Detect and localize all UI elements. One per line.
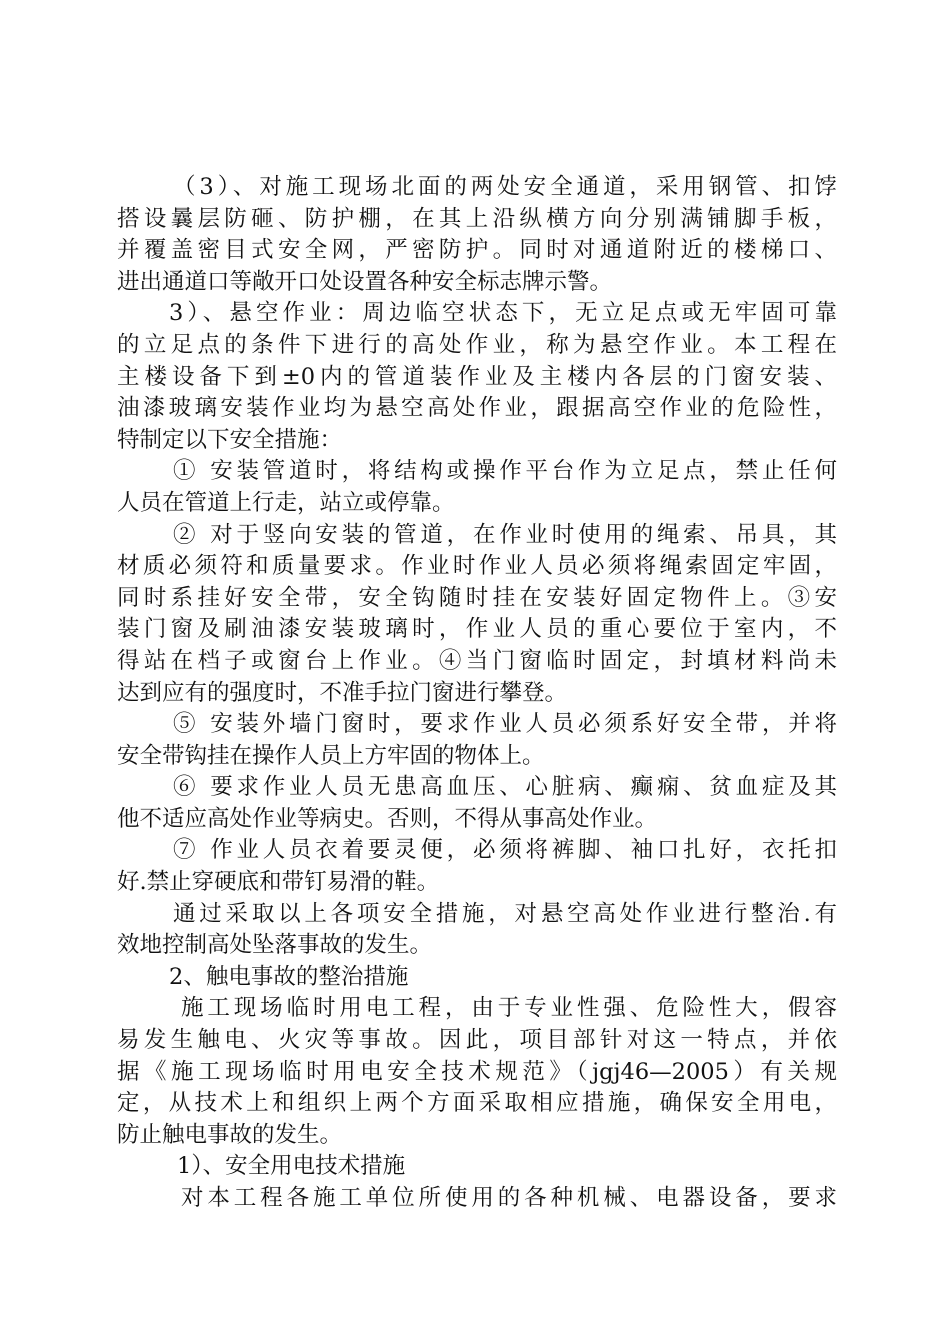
text-line: 1）、安全用电技术措施 — [177, 1153, 406, 1180]
text-line: 据《施工现场临时用电安全技术规范》（jgj46—2005）有关规 — [117, 1058, 837, 1085]
text-line: 施工现场临时用电工程，由于专业性强、危险性大，假容 — [181, 995, 837, 1022]
text-line: 好.禁止穿硬底和带钉易滑的鞋。 — [117, 869, 440, 896]
text-line: 特制定以下安全措施： — [117, 426, 343, 453]
text-line: ⑤ 安装外墙门窗时，要求作业人员必须系好安全带，并将 — [173, 711, 837, 738]
text-line: 装门窗及刷油漆安装玻璃时，作业人员的重心要位于室内，不 — [117, 616, 837, 643]
text-line: ⑦ 作业人员衣着要灵便，必须将裤脚、袖口扎好，衣托扣 — [173, 837, 837, 864]
text-line: 得站在档子或窗台上作业。④当门窗临时固定，封填材料尚未 — [117, 647, 837, 674]
text-line: ① 安装管道时，将结构或操作平台作为立足点，禁止任何 — [173, 458, 837, 485]
text-line: 并覆盖密目式安全网，严密防护。同时对通道附近的楼梯口、 — [117, 237, 837, 264]
text-line: 他不适应高处作业等病史。否则，不得从事高处作业。 — [117, 805, 658, 832]
text-line: ② 对于竖向安装的管道，在作业时使用的绳索、吊具，其 — [173, 521, 837, 548]
text-line: 的立足点的条件下进行的高处作业，称为悬空作业。本工程在 — [117, 331, 837, 358]
text-line: 效地控制高处坠落事故的发生。 — [117, 932, 433, 959]
text-line: 主楼设备下到±0内的管道装作业及主楼内各层的门窗安装、 — [117, 363, 837, 390]
text-line: 油漆玻璃安装作业均为悬空高处作业，跟据高空作业的危险性， — [117, 395, 837, 422]
text-line: 进出通道口等敞开口处设置各种安全标志牌示警。 — [117, 268, 613, 295]
text-line: 易发生触电、火灾等事故。因此，项目部针对这一特点，并依 — [117, 1027, 837, 1054]
text-line: 达到应有的强度时，不准手拉门窗进行攀登。 — [117, 679, 568, 706]
text-line: 2、触电事故的整治措施 — [169, 963, 409, 990]
text-line: 定，从技术上和组织上两个方面采取相应措施，确保安全用电， — [117, 1090, 837, 1117]
text-line: 搭设曩层防砸、防护棚，在其上沿纵横方向分别满铺脚手板， — [117, 205, 837, 232]
text-line: 材质必须符和质量要求。作业时作业人员必须将绳索固定牢固， — [117, 553, 837, 580]
text-line: 对本工程各施工单位所使用的各种机械、电器设备，要求 — [181, 1185, 837, 1211]
text-line: 防止触电事故的发生。 — [117, 1121, 343, 1148]
text-line: ⑥ 要求作业人员无患高血压、心脏病、癫痫、贫血症及其 — [173, 774, 837, 801]
text-line: 同时系挂好安全带，安全钩随时挂在安装好固定物件上。③安 — [117, 584, 837, 611]
text-line: 人员在管道上行走，站立或停靠。 — [117, 489, 455, 516]
document-body — [117, 172, 837, 1215]
text-line: 3）、悬空作业：周边临空状态下，无立足点或无牢固可靠 — [169, 300, 837, 327]
text-line: 通过采取以上各项安全措施，对悬空高处作业进行整治.有 — [173, 900, 837, 927]
text-line: 安全带钩挂在操作人员上方牢固的物体上。 — [117, 742, 545, 769]
text-line: （3）、对施工现场北面的两处安全通道，采用钢管、扣饽 — [173, 174, 837, 200]
